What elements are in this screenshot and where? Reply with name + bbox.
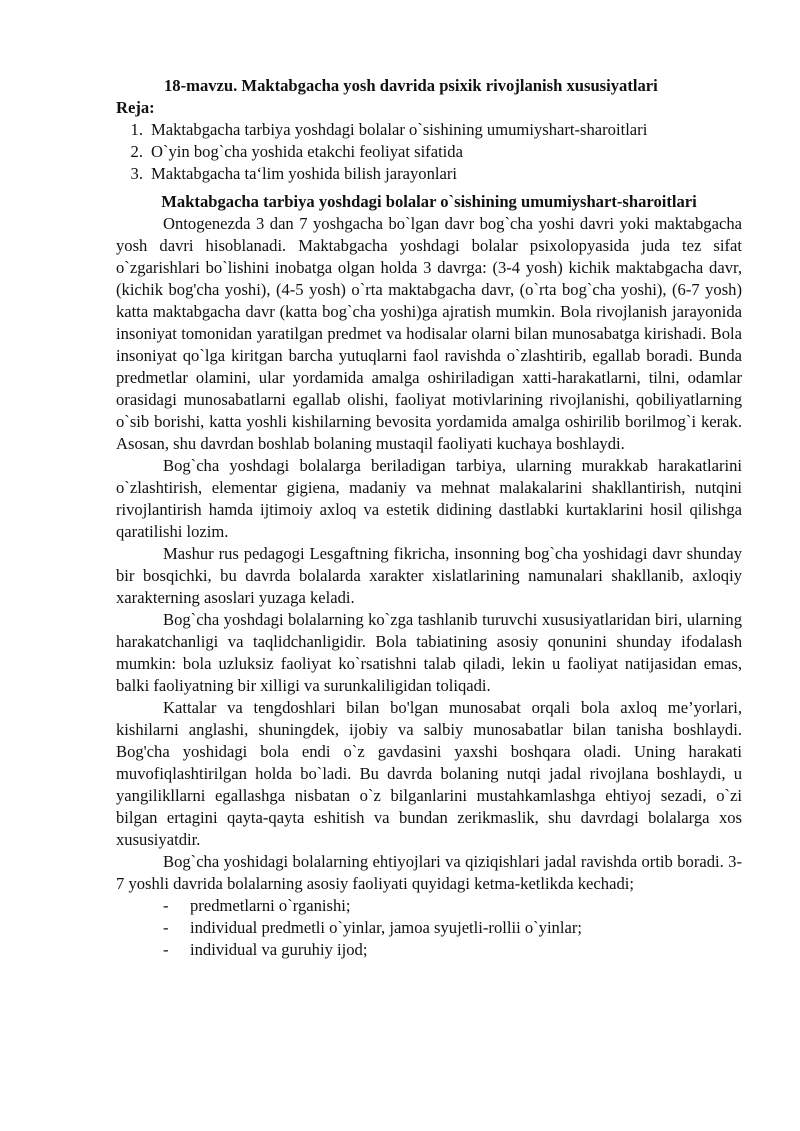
body-paragraph: Kattalar va tengdoshlari bilan bo'lgan munosabat orqali bola axloq me’yorlari, kishilarni anglashi, shuningdek, ijobiy va salbiy munosabatlar bilan tanisha boshlaydi. Bog'cha yoshidagi bola endi o`z gavdasini yaxshi boshqara oladi. Uning harakati muvofiqlashtirilgan holda bo`ladi. Bu davrda bolaning nutqi jadal rivojlana boshlaydi, u yangilikllarni egallashga nisbatan o`z bilganlarini mustahkamlashga ehtiyoj sezadi, o`zi bilgan ertagini qayta-qayta eshitish va bundan zerikmaslik, shu davrdagi bolalarga xos xususiyatdir. bbox=[116, 698, 742, 849]
plan-list bbox=[116, 119, 742, 185]
list-item-text: individual predmetli o`yinlar, jamoa syujetli-rollii o`yinlar; bbox=[190, 918, 582, 937]
document-page bbox=[116, 75, 742, 961]
plan-item bbox=[116, 163, 742, 185]
plan-item-text: O`yin bog`cha yoshida etakchi feoliyat sifatida bbox=[151, 142, 463, 161]
body-paragraph: Bog`cha yoshdagi bolalarga beriladigan tarbiya, ularning murakkab harakatlarini o`zlashtirish, elementar gigiena, madaniy va mehnat malakalarini shakllantirish, nutqini rivojlantirish hamda ijtimoiy axloq va estetik didining dastlabki kurtaklarini hosil qilishga qaratilishi lozim. bbox=[116, 456, 742, 541]
body-paragraph: Mashur rus pedagogi Lesgaftning fikricha, insonning bog`cha yoshidagi davr shunday bir bosqichki, bu davrda bolalarda xarakter xislatlarining namunalari shakllanib, axloqiy xarakterning asoslari yuzaga keladi. bbox=[116, 544, 742, 607]
list-item bbox=[116, 917, 742, 939]
list-dash: - bbox=[163, 918, 169, 937]
plan-item-number: 1. bbox=[130, 120, 143, 139]
plan-item bbox=[116, 141, 742, 163]
list-dash: - bbox=[163, 940, 169, 959]
list-item bbox=[116, 895, 742, 917]
list-item bbox=[116, 939, 742, 961]
plan-item-number: 3. bbox=[130, 164, 143, 183]
list-dash: - bbox=[163, 896, 169, 915]
body-paragraph: Bog`cha yoshdagi bolalarning ko`zga tashlanib turuvchi xususiyatlaridan biri, ularning harakatchanligi va taqlidchanligidir. Bola tabiatining asosiy qonunini shunday ifodalash mumkin: bola uzluksiz faoliyat ko`rsatishni talab qiladi, lekin u faoliyat natijasidan emas, balki faoliyatning bir xilligi va surunkaliligidan toliqadi. bbox=[116, 610, 742, 695]
list-item-text: individual va guruhiy ijod; bbox=[190, 940, 368, 959]
activity-list bbox=[116, 895, 742, 961]
plan-item-number: 2. bbox=[130, 142, 143, 161]
plan-item-text: Maktabgacha ta‘lim yoshida bilish jarayonlari bbox=[151, 164, 457, 183]
body-paragraph: Ontogenezda 3 dan 7 yoshgacha bo`lgan davr bog`cha yoshi davri yoki maktabgacha yosh davri hisoblanadi. Maktabgacha yoshdagi bolalar psixolopyasida juda tez sifat o`zgarishlari bo`lishini inobatga olgan holda 3 davrga: (3-4 yosh) kichik maktabgacha davr, (kichik bog'cha yoshi), (4-5 yosh) o`rta maktabgacha davr, (o`rta bog`cha yoshi), (6-7 yosh) katta maktabgacha davr (katta bog`cha yoshi)ga ajratish mumkin. Bola rivojlanish jarayonida insoniyat tomonidan yaratilgan predmet va hodisalar olarni bilan munosabatga kirishadi. Bola insoniyat qo`lga kiritgan barcha yutuqlarni faol ravishda o`zlashtirib, egallab boradi. Bunda predmetlar olamini, ular yordamida amalga oshiriladigan xatti-harakatlarni, tilni, odamlar orasidagi munosabatlarni egallab olishi, faoliyat motivlarining rivojlanishi, qobiliyatlarning o`sib borishi, katta yoshli kishilarning bevosita yordamida amalga oshirilib borilmog`i kerak. Asosan, shu davrdan boshlab bolaning mustaqil faoliyati kuchaya boshlaydi. bbox=[116, 214, 742, 453]
topic-title: 18-mavzu. Maktabgacha yosh davrida psixik rivojlanish xususiyatlari bbox=[164, 76, 658, 95]
plan-item-text: Maktabgacha tarbiya yoshdagi bolalar o`sishining umumiyshart-sharoitlari bbox=[151, 120, 648, 139]
section-title: Maktabgacha tarbiya yoshdagi bolalar o`sishining umumiyshart-sharoitlari bbox=[161, 192, 697, 211]
plan-item bbox=[116, 119, 742, 141]
plan-label: Reja: bbox=[116, 98, 155, 117]
list-item-text: predmetlarni o`rganishi; bbox=[190, 896, 351, 915]
body-paragraph: Bog`cha yoshidagi bolalarning ehtiyojlari va qiziqishlari jadal ravishda ortib boradi. 3-7 yoshli davrida bolalarning asosiy faoliyati quyidagi ketma-ketlikda kechadi; bbox=[116, 852, 742, 893]
